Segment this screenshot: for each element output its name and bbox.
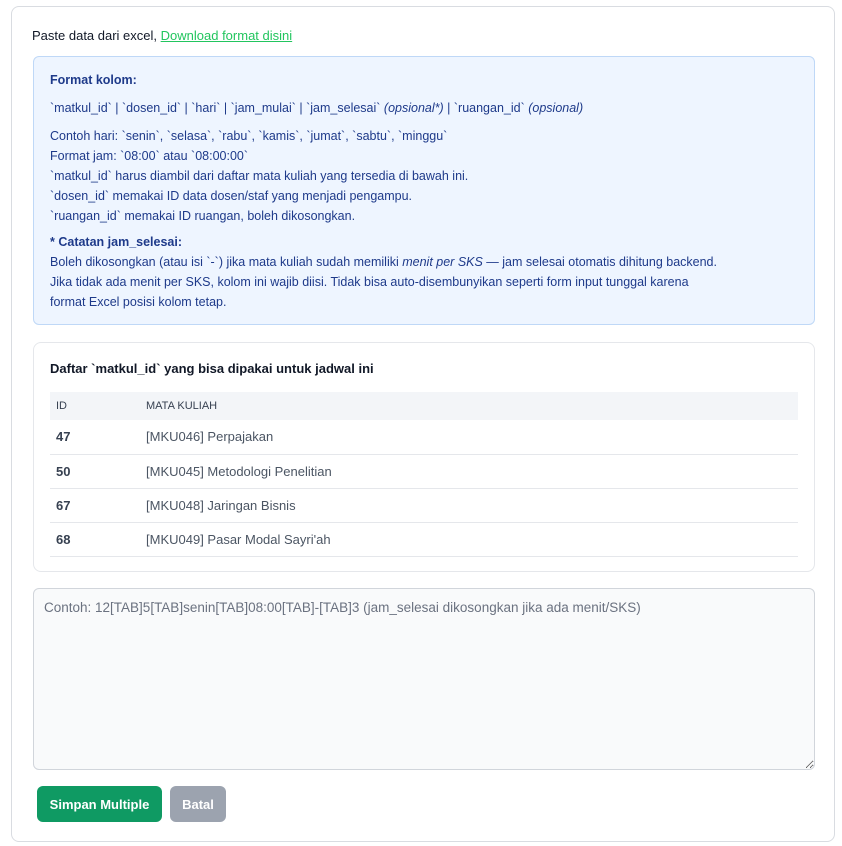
- save-multiple-button[interactable]: Simpan Multiple: [37, 786, 162, 822]
- cell-mata-kuliah: [MKU049] Pasar Modal Sayri'ah: [146, 531, 331, 547]
- cell-mata-kuliah: [MKU045] Metodologi Penelitian: [146, 463, 332, 479]
- info-line-ruangan: `ruangan_id` memakai ID ruangan, boleh dikosongkan.: [50, 209, 356, 223]
- paste-intro: [32, 28, 292, 43]
- cell-id: 67: [56, 497, 71, 513]
- note-heading: * Catatan jam_selesai:: [50, 235, 183, 249]
- info-line-time: Format jam: `08:00` atau `08:00:00`: [50, 149, 249, 163]
- cell-mata-kuliah: [MKU046] Perpajakan: [146, 429, 274, 445]
- table-row: [50, 488, 798, 522]
- bulk-import-card: [11, 6, 835, 842]
- table-row: [50, 454, 798, 488]
- info-line-matkul: `matkul_id` harus diambil dari daftar mata kuliah yang tersedia di bawah ini.: [50, 169, 469, 183]
- note-text-a: Boleh dikosongkan (atau isi `-`) jika mata kuliah sudah memiliki: [50, 255, 403, 269]
- matkul-list-card: [33, 342, 815, 572]
- note-line-1: [50, 252, 798, 272]
- paste-data-textarea[interactable]: [33, 588, 815, 770]
- table-row: [50, 420, 798, 454]
- cell-id: 68: [56, 531, 71, 547]
- column-header-id: ID: [56, 400, 67, 412]
- optional-marker-2: (opsional): [528, 101, 584, 115]
- format-columns-text-2: | `ruangan_id`: [443, 101, 529, 115]
- matkul-list-title: Daftar `matkul_id` yang bisa dipakai untuk jadwal ini: [50, 361, 374, 376]
- note-line-2: Jika tidak ada menit per SKS, kolom ini wajib diisi. Tidak bisa auto-disembunyikan seperti form input tunggal karena: [50, 275, 689, 289]
- format-columns-line: [50, 98, 798, 118]
- info-line-days: Contoh hari: `senin`, `selasa`, `rabu`, `kamis`, `jumat`, `sabtu`, `minggu`: [50, 129, 448, 143]
- table-header-row: [50, 392, 798, 420]
- download-format-link[interactable]: Download format disini: [160, 28, 293, 43]
- format-heading: Format kolom:: [50, 73, 137, 87]
- note-text-b: — jam selesai otomatis dihitung backend.: [482, 255, 717, 269]
- cell-id: 47: [56, 429, 71, 445]
- optional-marker: (opsional*): [383, 101, 444, 115]
- note-line-3: format Excel posisi kolom tetap.: [50, 295, 227, 309]
- note-emphasis: menit per SKS: [402, 255, 483, 269]
- paste-intro-text: Paste data dari excel,: [32, 28, 161, 43]
- cell-id: 50: [56, 463, 71, 479]
- format-columns-text: `matkul_id` | `dosen_id` | `hari` | `jam_mulai` | `jam_selesai`: [50, 101, 384, 115]
- info-line-dosen: `dosen_id` memakai ID data dosen/staf yang menjadi pengampu.: [50, 189, 413, 203]
- matkul-table: [50, 392, 798, 557]
- table-row: [50, 522, 798, 556]
- cell-mata-kuliah: [MKU048] Jaringan Bisnis: [146, 497, 296, 513]
- column-header-mata-kuliah: MATA KULIAH: [146, 400, 218, 412]
- format-info-box: [33, 56, 815, 325]
- cancel-button[interactable]: Batal: [170, 786, 226, 822]
